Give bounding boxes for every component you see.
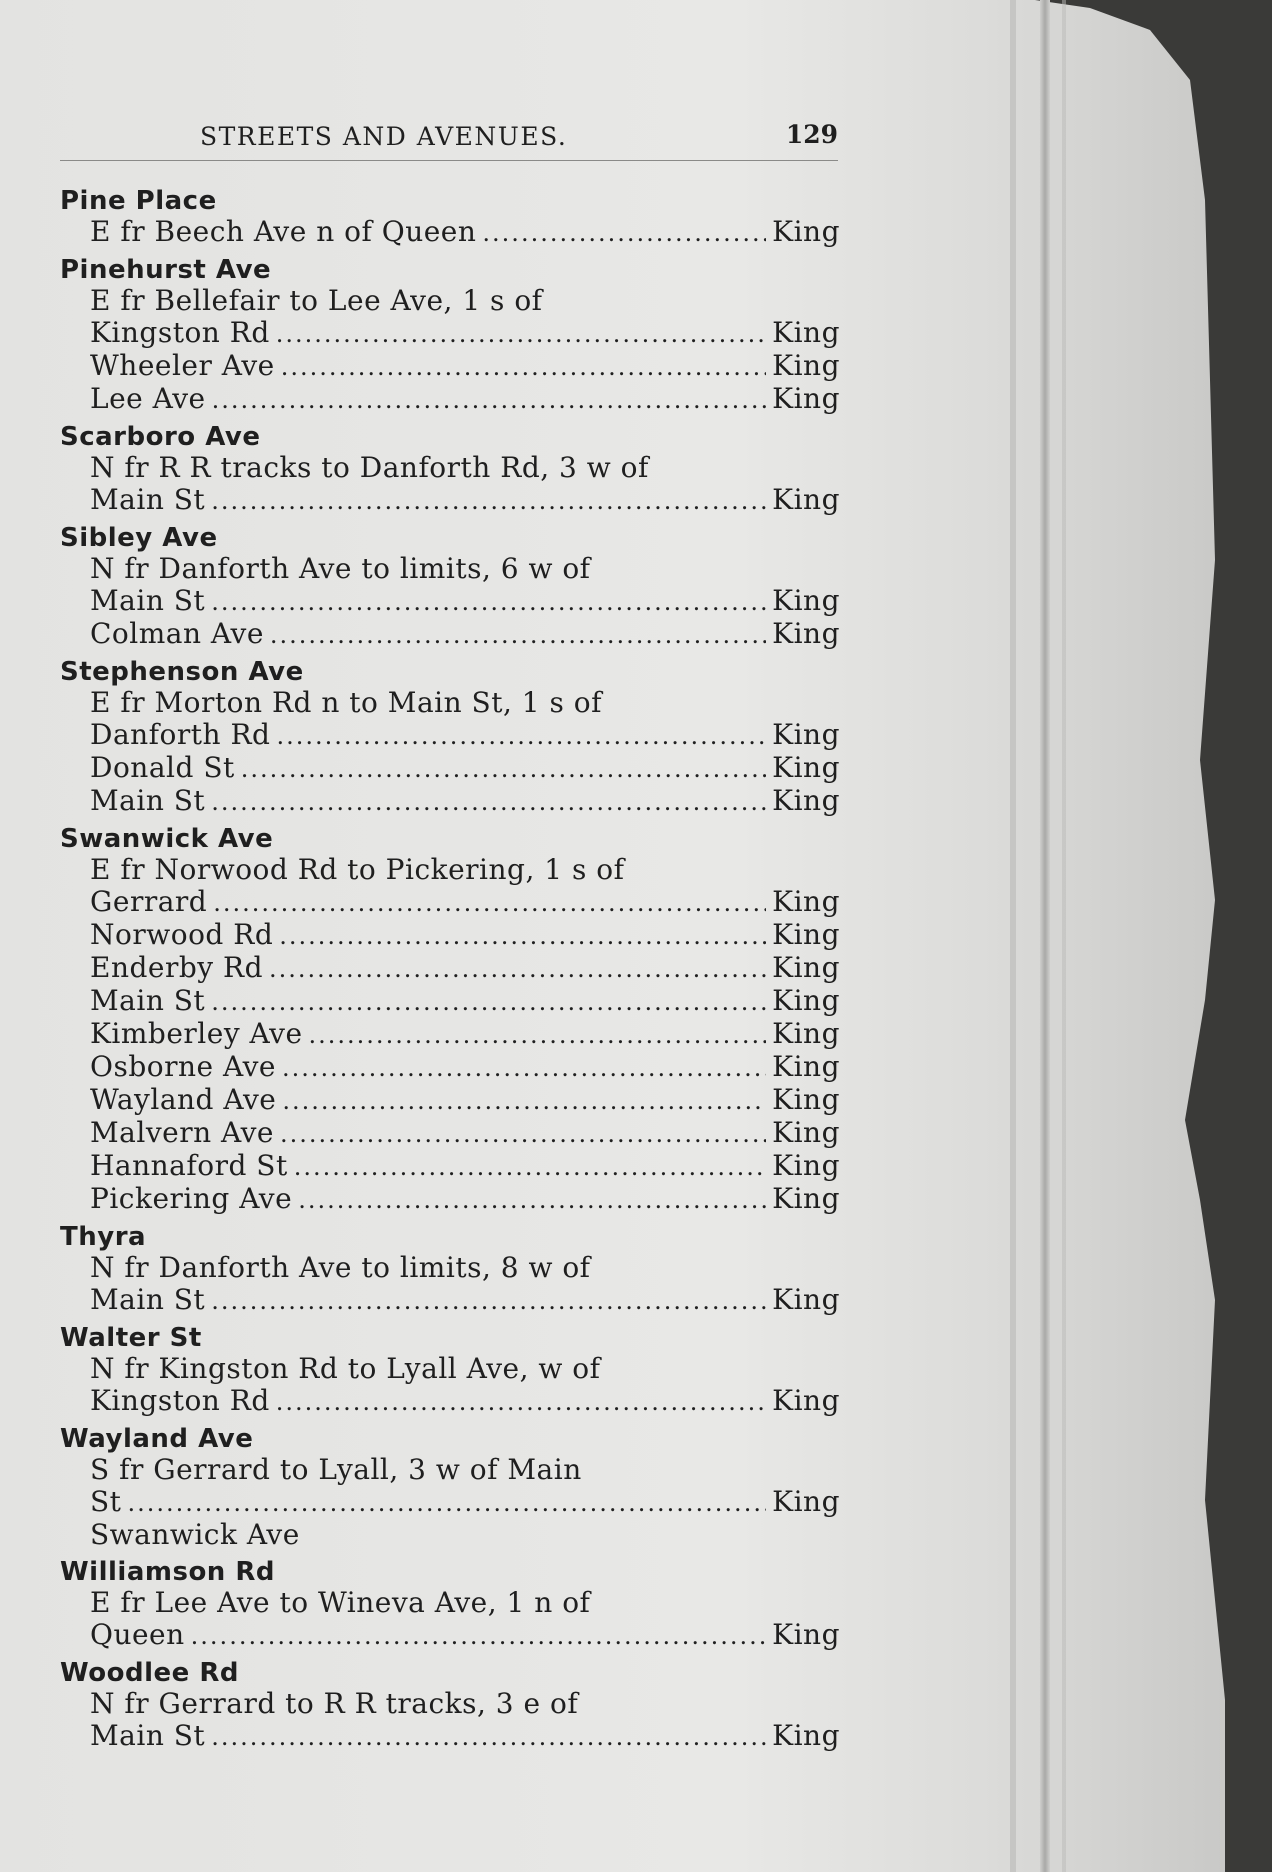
cross-street-line — [60, 585, 840, 618]
cross-street: Danforth Rd — [90, 718, 271, 751]
leader-dots — [282, 1085, 766, 1117]
ward-name: King — [772, 918, 840, 951]
leader-dots — [191, 1620, 766, 1652]
leader-dots — [276, 1386, 766, 1418]
leader-dots — [309, 1019, 767, 1051]
cross-street: Osborne Ave — [90, 1050, 276, 1083]
ward-name: King — [772, 1149, 840, 1182]
street-name: Swanwick Ave — [60, 824, 274, 854]
street-description: N fr Gerrard to R R tracks, 3 e of — [90, 1687, 579, 1720]
ward-name: King — [772, 1485, 840, 1518]
street-entry — [60, 1658, 840, 1753]
cross-street: Pickering Ave — [90, 1182, 293, 1215]
ward-name: King — [772, 316, 840, 349]
cross-street-line — [60, 317, 840, 350]
leader-dots — [269, 953, 766, 985]
leader-dots — [211, 586, 766, 618]
street-entry — [60, 523, 840, 651]
cross-street-line — [60, 1117, 840, 1150]
ward-name: King — [772, 617, 840, 650]
cross-street-line — [60, 1150, 840, 1183]
running-title: STREETS AND AVENUES. — [200, 122, 568, 151]
leader-dots — [282, 1052, 766, 1084]
cross-street-line — [60, 985, 840, 1018]
ward-name: King — [772, 951, 840, 984]
cross-street: Hannaford St — [90, 1149, 288, 1182]
cross-street-line — [60, 1051, 840, 1084]
leader-dots — [276, 720, 766, 752]
leader-dots — [270, 619, 766, 651]
street-entry — [60, 1424, 840, 1551]
leader-dots — [211, 1721, 766, 1753]
cross-street: Main St — [90, 1283, 206, 1316]
ward-name: King — [772, 1116, 840, 1149]
cross-street-line — [60, 752, 840, 785]
cross-street: Wayland Ave — [90, 1083, 277, 1116]
ward-name: King — [772, 984, 840, 1017]
leader-dots — [212, 384, 767, 416]
ward-name: King — [772, 584, 840, 617]
cross-street: Wheeler Ave — [90, 349, 275, 382]
ward-name: King — [772, 885, 840, 918]
cross-street-line — [60, 952, 840, 985]
cross-street: E fr Beech Ave n of Queen — [90, 215, 477, 248]
cross-street-line — [60, 618, 840, 651]
cross-street-line — [60, 919, 840, 952]
cross-street-line — [60, 216, 840, 249]
ward-name: King — [772, 483, 840, 516]
street-name: Wayland Ave — [60, 1424, 254, 1454]
cross-street-line — [60, 1018, 840, 1051]
page-edge — [1040, 0, 1050, 1872]
leader-dots — [482, 217, 766, 249]
street-description: N fr Danforth Ave to limits, 8 w of — [90, 1251, 591, 1284]
street-name: Scarboro Ave — [60, 422, 261, 452]
cross-street: Main St — [90, 483, 206, 516]
cross-street-line — [60, 1385, 840, 1418]
ward-name: King — [772, 1618, 840, 1651]
cross-street-line — [60, 886, 840, 919]
leader-dots — [279, 920, 766, 952]
street-entry — [60, 1323, 840, 1418]
cross-street-line — [60, 1284, 840, 1317]
cross-street-line — [60, 484, 840, 517]
cross-street-line — [60, 383, 840, 416]
ward-name: King — [772, 215, 840, 248]
street-name: Woodlee Rd — [60, 1658, 239, 1688]
street-name: Williamson Rd — [60, 1557, 275, 1587]
cross-street: Main St — [90, 584, 206, 617]
street-description: E fr Morton Rd n to Main St, 1 s of — [90, 686, 602, 719]
cross-street: Queen — [90, 1618, 185, 1651]
cross-street: Main St — [90, 984, 206, 1017]
cross-street-line — [60, 1084, 840, 1117]
running-head — [60, 118, 838, 161]
street-entry — [60, 422, 840, 517]
leader-dots — [211, 1285, 766, 1317]
cross-street: Kingston Rd — [90, 1384, 270, 1417]
street-description: E fr Bellefair to Lee Ave, 1 s of — [90, 284, 543, 317]
cross-street: Colman Ave — [90, 617, 264, 650]
leader-dots — [241, 753, 766, 785]
street-entry — [60, 657, 840, 818]
cross-street: Norwood Rd — [90, 918, 274, 951]
leader-dots — [280, 1118, 766, 1150]
street-name: Stephenson Ave — [60, 657, 304, 687]
cross-street-line — [60, 350, 840, 383]
cross-street: Gerrard — [90, 885, 208, 918]
ward-name: King — [772, 1384, 840, 1417]
cross-street: Main St — [90, 784, 206, 817]
cross-street: Enderby Rd — [90, 951, 263, 984]
cross-street-line — [60, 785, 840, 818]
page-number: 129 — [785, 120, 838, 149]
street-description: E fr Lee Ave to Wineva Ave, 1 n of — [90, 1586, 591, 1619]
street-description: N fr Kingston Rd to Lyall Ave, w of — [90, 1352, 601, 1385]
street-entry — [60, 186, 840, 249]
ward-name: King — [772, 382, 840, 415]
street-name: Sibley Ave — [60, 523, 218, 553]
ward-name: King — [772, 751, 840, 784]
ward-name: King — [772, 1017, 840, 1050]
ward-name: King — [772, 1283, 840, 1316]
street-description: S fr Gerrard to Lyall, 3 w of Main — [90, 1453, 582, 1486]
ward-name: King — [772, 1050, 840, 1083]
leader-dots — [211, 986, 766, 1018]
street-name: Pinehurst Ave — [60, 255, 272, 285]
leader-dots — [211, 485, 766, 517]
cross-street-line — [60, 1486, 840, 1519]
cross-street: Main St — [90, 1719, 206, 1752]
street-directory — [60, 186, 840, 1759]
cross-street: Swanwick Ave — [90, 1518, 300, 1551]
cross-street-line — [60, 719, 840, 752]
page-edge — [1062, 0, 1066, 1872]
leader-dots — [298, 1184, 766, 1216]
leader-dots — [213, 887, 766, 919]
leader-dots — [281, 351, 766, 383]
street-name: Thyra — [60, 1222, 147, 1252]
ward-name: King — [772, 784, 840, 817]
street-description: N fr Danforth Ave to limits, 6 w of — [90, 552, 591, 585]
street-description: N fr R R tracks to Danforth Rd, 3 w of — [90, 451, 649, 484]
ward-name: King — [772, 1083, 840, 1116]
ward-name: King — [772, 718, 840, 751]
cross-street-line — [60, 1619, 840, 1652]
leader-dots — [276, 318, 766, 350]
leader-dots — [211, 786, 766, 818]
page-edge — [1010, 0, 1016, 1872]
cross-street: Malvern Ave — [90, 1116, 274, 1149]
cross-street: Kimberley Ave — [90, 1017, 303, 1050]
cross-street-line — [60, 1720, 840, 1753]
street-name: Pine Place — [60, 186, 217, 216]
cross-street-line — [60, 1183, 840, 1216]
ward-name: King — [772, 349, 840, 382]
ward-name: King — [772, 1719, 840, 1752]
leader-dots — [294, 1151, 766, 1183]
cross-street: Lee Ave — [90, 382, 206, 415]
ward-name: King — [772, 1182, 840, 1215]
street-entry — [60, 824, 840, 1216]
cross-street: Kingston Rd — [90, 316, 270, 349]
leader-dots — [127, 1487, 766, 1519]
street-name: Walter St — [60, 1323, 202, 1353]
street-entry — [60, 255, 840, 416]
cross-street: St — [90, 1485, 122, 1518]
street-description: E fr Norwood Rd to Pickering, 1 s of — [90, 853, 625, 886]
street-entry — [60, 1222, 840, 1317]
street-entry — [60, 1557, 840, 1652]
cross-street-line — [60, 1519, 840, 1551]
cross-street: Donald St — [90, 751, 235, 784]
